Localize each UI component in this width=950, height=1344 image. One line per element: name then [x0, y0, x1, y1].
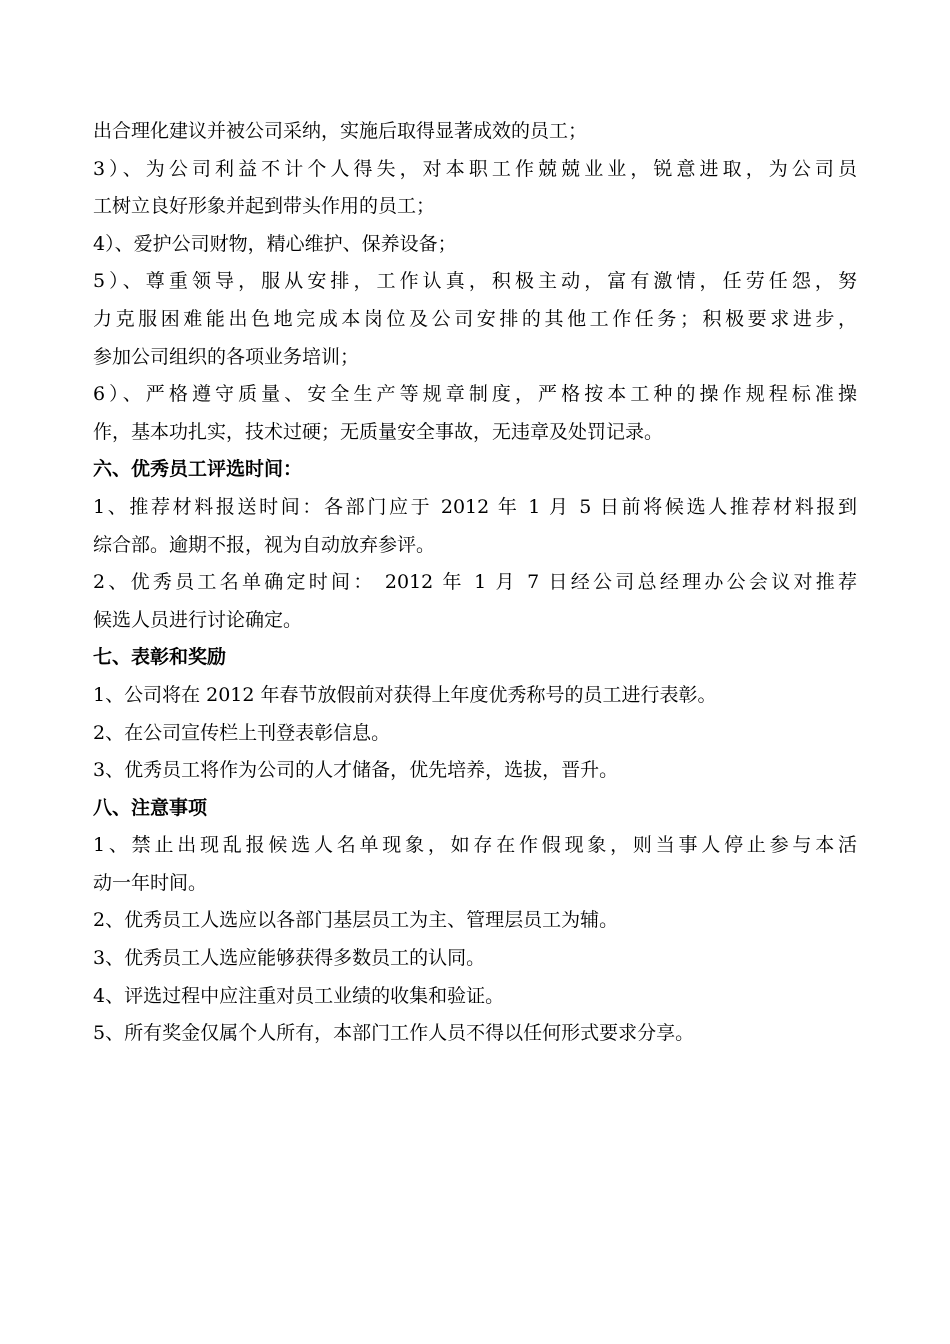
section-heading-selection-time: 六、优秀员工评选时间： — [93, 458, 303, 481]
body-line: 动一年时间。 — [93, 871, 208, 894]
body-line: 4、评选过程中应注重对员工业绩的收集和验证。 — [93, 984, 505, 1007]
body-line: 5、所有奖金仅属个人所有，本部门工作人员不得以任何形式要求分享。 — [93, 1022, 695, 1045]
body-line: 候选人员进行讨论确定。 — [93, 608, 303, 631]
body-line: 综合部。逾期不报，视为自动放弃参评。 — [93, 533, 436, 556]
body-line: 2、优秀员工名单确定时间： 2012 年 1 月 7 日经公司总经理办公会议对推荐 — [93, 571, 857, 594]
body-line: 1、禁止出现乱报候选人名单现象，如存在作假现象，则当事人停止参与本活 — [93, 834, 857, 857]
body-line: 5）、尊重领导，服从安排，工作认真，积极主动，富有激情，任劳任怨，努 — [93, 270, 857, 293]
body-line: 工树立良好形象并起到带头作用的员工； — [93, 195, 436, 218]
body-line: 作，基本功扎实，技术过硬；无质量安全事故，无违章及处罚记录。 — [93, 420, 664, 443]
body-line: 出合理化建议并被公司采纳，实施后取得显著成效的员工； — [93, 120, 588, 142]
section-heading-awards: 七、表彰和奖励 — [93, 646, 227, 669]
body-line: 4）、爱护公司财物，精心维护、保养设备； — [93, 232, 457, 255]
body-line: 力克服困难能出色地完成本岗位及公司安排的其他工作任务；积极要求进步， — [93, 307, 857, 330]
body-line: 2、在公司宣传栏上刊登表彰信息。 — [93, 721, 391, 744]
body-line: 参加公司组织的各项业务培训； — [93, 345, 360, 368]
document-page — [93, 113, 857, 1053]
body-line: 1、公司将在 2012 年春节放假前对获得上年度优秀称号的员工进行表彰。 — [93, 683, 717, 706]
section-heading-notes: 八、注意事项 — [93, 796, 208, 819]
body-line: 1、推荐材料报送时间：各部门应于 2012 年 1 月 5 日前将候选人推荐材料报到 — [93, 495, 857, 518]
body-line: 6）、严格遵守质量、安全生产等规章制度，严格按本工种的操作规程标准操 — [93, 383, 857, 406]
body-line: 3、优秀员工将作为公司的人才储备，优先培养，选拔，晋升。 — [93, 759, 619, 782]
body-line: 2、优秀员工人选应以各部门基层员工为主、管理层员工为辅。 — [93, 909, 619, 932]
body-line: 3、优秀员工人选应能够获得多数员工的认同。 — [93, 947, 486, 970]
body-line: 3）、为公司利益不计个人得失，对本职工作兢兢业业，锐意进取，为公司员 — [93, 157, 857, 180]
